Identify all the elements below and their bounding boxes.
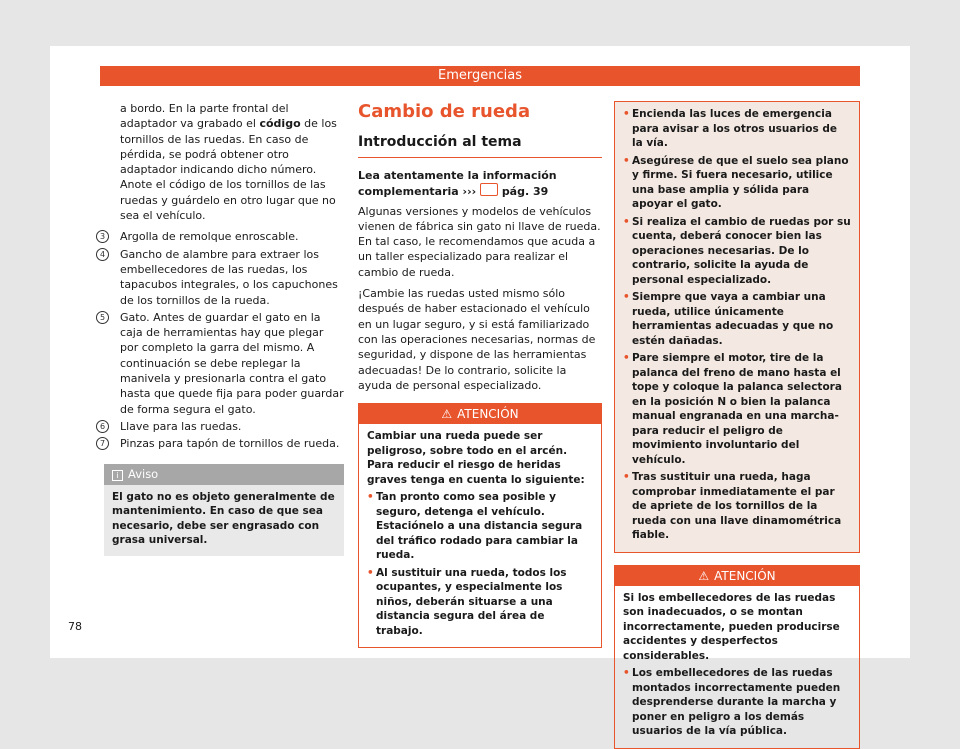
lead-paragraph: Lea atentamente la información complementaria ››› pág. 39 <box>358 169 557 199</box>
item-text: Pinzas para tapón de tornillos de rueda. <box>120 437 340 451</box>
intro-text-bold: código <box>259 117 301 131</box>
numbered-item <box>99 436 344 451</box>
notice-text: El gato no es objeto generalmente de mantenimiento. En caso de que sea necesario, debe ser engrasado con grasa universal. <box>112 490 335 547</box>
safety-bullet: • Encienda las luces de emergencia para avisar a los otros usuarios de la vía. <box>623 107 851 151</box>
warning-continued-box <box>614 101 860 553</box>
warning-icon: ⚠ <box>698 568 710 583</box>
safety-bullet: • Pare siempre el motor, tire de la palanca del freno de mano hasta el tope y coloque la palanca selectora en la posición N o bien la palanca manual engranada en una marcha- para reducir el peligro de movimiento involuntario del vehículo. <box>623 351 851 467</box>
lead-text: Lea atentamente la información complementaria <box>358 169 557 199</box>
book-icon <box>480 183 498 196</box>
warning-title-2: ATENCIÓN <box>714 568 776 583</box>
warning-box <box>358 403 602 648</box>
notice-header <box>104 464 344 485</box>
numbered-list <box>99 229 344 451</box>
right-column <box>614 101 860 749</box>
warning-header <box>359 404 601 424</box>
warning-title: ATENCIÓN <box>457 407 519 422</box>
warning-intro-2: Si los embellecedores de las ruedas son inadecuados, o se montan incorrectamente, pueden producirse accidentes y desperfectos considerables. <box>623 591 840 662</box>
numbered-item <box>99 310 344 417</box>
numbered-item <box>99 229 344 244</box>
notice-box <box>104 464 344 556</box>
item-number-badge: 6 <box>96 420 109 433</box>
item-text: Llave para las ruedas. <box>120 419 242 433</box>
safety-bullet: • Siempre que vaya a cambiar una rueda, utilice únicamente herramientas adecuadas y que no estén dañadas. <box>623 290 851 348</box>
paragraph-1: Algunas versiones y modelos de vehículos vienen de fábrica sin gato ni llave de rueda. En tal caso, le recomendamos que acuda a un taller especializado para realizar el cambio de rueda. <box>358 204 601 279</box>
middle-column <box>358 101 602 648</box>
section-title: Cambio de rueda <box>358 101 531 122</box>
info-icon: i <box>112 470 123 481</box>
numbered-item <box>99 247 344 308</box>
warning-box-2 <box>614 565 860 749</box>
safety-bullet: • Asegúrese de que el suelo sea plano y firme. Si fuera necesario, utilice una base amplia y sólida para apoyar el gato. <box>623 154 851 212</box>
warning-body-2 <box>615 586 859 748</box>
section-header: Emergencias <box>100 66 860 86</box>
intro-paragraph <box>104 101 344 223</box>
item-number-badge: 3 <box>96 230 109 243</box>
notice-title: Aviso <box>128 466 159 481</box>
intro-text-2: de los tornillos de las ruedas. En caso de pérdida, se podrá obtener otro adaptador indicando dicho número. Anote el código de los tornillos de las ruedas y guárdelo en otro lugar que no sea el vehículo. <box>120 117 337 223</box>
warning-body <box>359 424 601 647</box>
item-text: Gato. Antes de guardar el gato en la caja de herramientas hay que plegar por completo la garra del mismo. A continuación se debe replegar la manivela y presionarla contra el gato hasta que quede fija para poder guardar de forma segura el gato. <box>120 310 344 416</box>
safety-bullet: • Tras sustituir una rueda, haga comprobar inmediatamente el par de apriete de los tornillos de la rueda con una llave dinamométrica fiable. <box>623 470 851 543</box>
warning-bullet: • Al sustituir una rueda, todos los ocupantes, y especialmente los niños, deberán situarse a una distancia segura del área de trabajo. <box>367 566 593 639</box>
item-number-badge: 5 <box>96 311 109 324</box>
item-text: Gancho de alambre para extraer los embellecedores de las ruedas, los tapacubos integrales, o los capuchones de los tornillos de la rueda. <box>120 247 338 307</box>
intro-text-1: a bordo. En la parte frontal del adaptador va grabado el <box>120 102 289 131</box>
safety-bullet: • Si realiza el cambio de ruedas por su cuenta, deberá conocer bien las operaciones necesarias. De lo contrario, solicite la ayuda de personal especializado. <box>623 215 851 288</box>
page-number: 78 <box>68 620 82 633</box>
warning-bullet: • Los embellecedores de las ruedas montados incorrectamente pueden desprenderse durante la marcha y poner en peligro a los demás usuarios de la vía pública. <box>623 666 851 739</box>
lead-page-ref[interactable]: pág. 39 <box>501 185 549 199</box>
warning-bullet: • Tan pronto como sea posible y seguro, detenga el vehículo. Estaciónelo a una distancia segura del tráfico rodado para cambiar la rueda. <box>367 490 593 563</box>
warning-intro: Cambiar una rueda puede ser peligroso, sobre todo en el arcén. Para reducir el riesgo de heridas graves tenga en cuenta lo siguiente: <box>367 430 585 486</box>
item-number-badge: 4 <box>96 248 109 261</box>
item-text: Argolla de remolque enroscable. <box>120 230 299 244</box>
item-number-badge: 7 <box>96 437 109 450</box>
paragraph-2: ¡Cambie las ruedas usted mismo sólo después de haber estacionado el vehículo en un lugar seguro, y si está familiarizado con las operaciones necesarias, normas de seguridad, y dispone de las herramientas adecuadas! De lo contrario, solicite la ayuda de personal especializado. <box>358 287 596 392</box>
section-subtitle: Introducción al tema <box>358 133 602 158</box>
numbered-item <box>99 419 344 434</box>
warning-icon: ⚠ <box>441 407 453 422</box>
warning-header-2 <box>615 566 859 586</box>
left-column <box>99 101 344 556</box>
